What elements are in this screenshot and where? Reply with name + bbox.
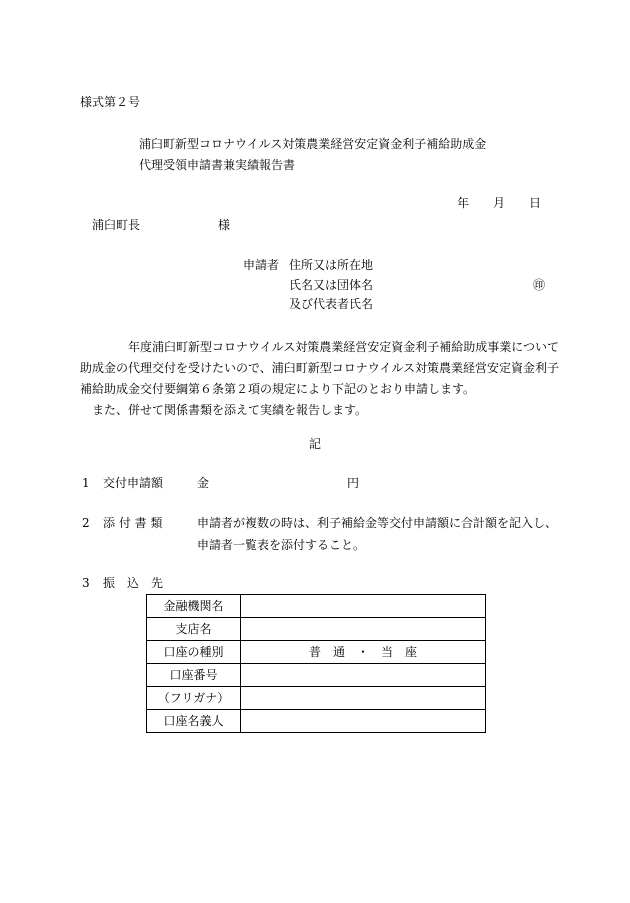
date-day: 日 [529, 196, 542, 210]
branch-name-label: 支店名 [147, 618, 241, 641]
form-number: 様式第２号 [80, 95, 141, 109]
bank-account-table [146, 594, 486, 733]
account-holder-label: 口座名義人 [147, 710, 241, 733]
table-row [147, 641, 486, 664]
applicant-label: 申請者 [243, 258, 280, 272]
furigana-label: （フリガナ） [147, 687, 241, 710]
bank-name-field[interactable] [241, 595, 486, 618]
table-row [147, 687, 486, 710]
item-3-number: 3 [82, 576, 90, 590]
ki-heading: 記 [309, 437, 322, 451]
account-holder-field[interactable] [241, 710, 486, 733]
account-type-label: 口座の種別 [147, 641, 241, 664]
account-type-field[interactable]: 普 通 ・ 当 座 [241, 641, 486, 664]
furigana-field[interactable] [241, 687, 486, 710]
body-line-2: 助成金の代理交付を受けたいので、浦臼町新型コロナウイルス対策農業経営安定資金利子 [80, 361, 560, 375]
body-line-3: 補給助成金交付要綱第６条第２項の規定により下記のとおり申請します。 [80, 382, 476, 396]
item-2-number: 2 [82, 516, 90, 530]
table-row [147, 664, 486, 687]
applicant-rep-label: 及び代表者氏名 [289, 297, 374, 311]
title-line-2: 代理受領申請書兼実績報告書 [139, 158, 296, 172]
account-number-field[interactable] [241, 664, 486, 687]
table-row [147, 595, 486, 618]
table-row [147, 618, 486, 641]
applicant-name-label: 氏名又は団体名 [289, 278, 374, 292]
bank-name-label: 金融機関名 [147, 595, 241, 618]
branch-name-field[interactable] [241, 618, 486, 641]
body-line-1: 年度浦臼町新型コロナウイルス対策農業経営安定資金利子補給助成事業について [128, 340, 560, 354]
addressee-honorific: 様 [218, 218, 231, 232]
item-2-label: 添 付 書 類 [103, 516, 163, 530]
table-row [147, 710, 486, 733]
attachments-line-1: 申請者が複数の時は、利子補給金等交付申請額に合計額を記入し、 [197, 516, 558, 530]
item-3-label: 振 込 先 [103, 576, 164, 590]
attachments-line-2: 申請者一覧表を添付すること。 [197, 538, 366, 552]
amount-prefix: 金 [197, 476, 210, 490]
addressee-name: 浦臼町長 [92, 218, 141, 232]
amount-unit: 円 [347, 476, 360, 490]
applicant-address-label: 住所又は所在地 [289, 258, 374, 272]
body-paragraph [80, 337, 560, 421]
title-line-1: 浦臼町新型コロナウイルス対策農業経営安定資金利子補給助成金 [139, 137, 487, 151]
account-number-label: 口座番号 [147, 664, 241, 687]
date-month: 月 [493, 196, 506, 210]
item-1-label: 交付申請額 [103, 476, 164, 490]
body-line-4: また、併せて関係書類を添えて実績を報告します。 [92, 403, 368, 417]
date-year: 年 [457, 196, 470, 210]
item-1-number: 1 [82, 476, 90, 490]
seal-mark: ㊞ [533, 278, 546, 292]
